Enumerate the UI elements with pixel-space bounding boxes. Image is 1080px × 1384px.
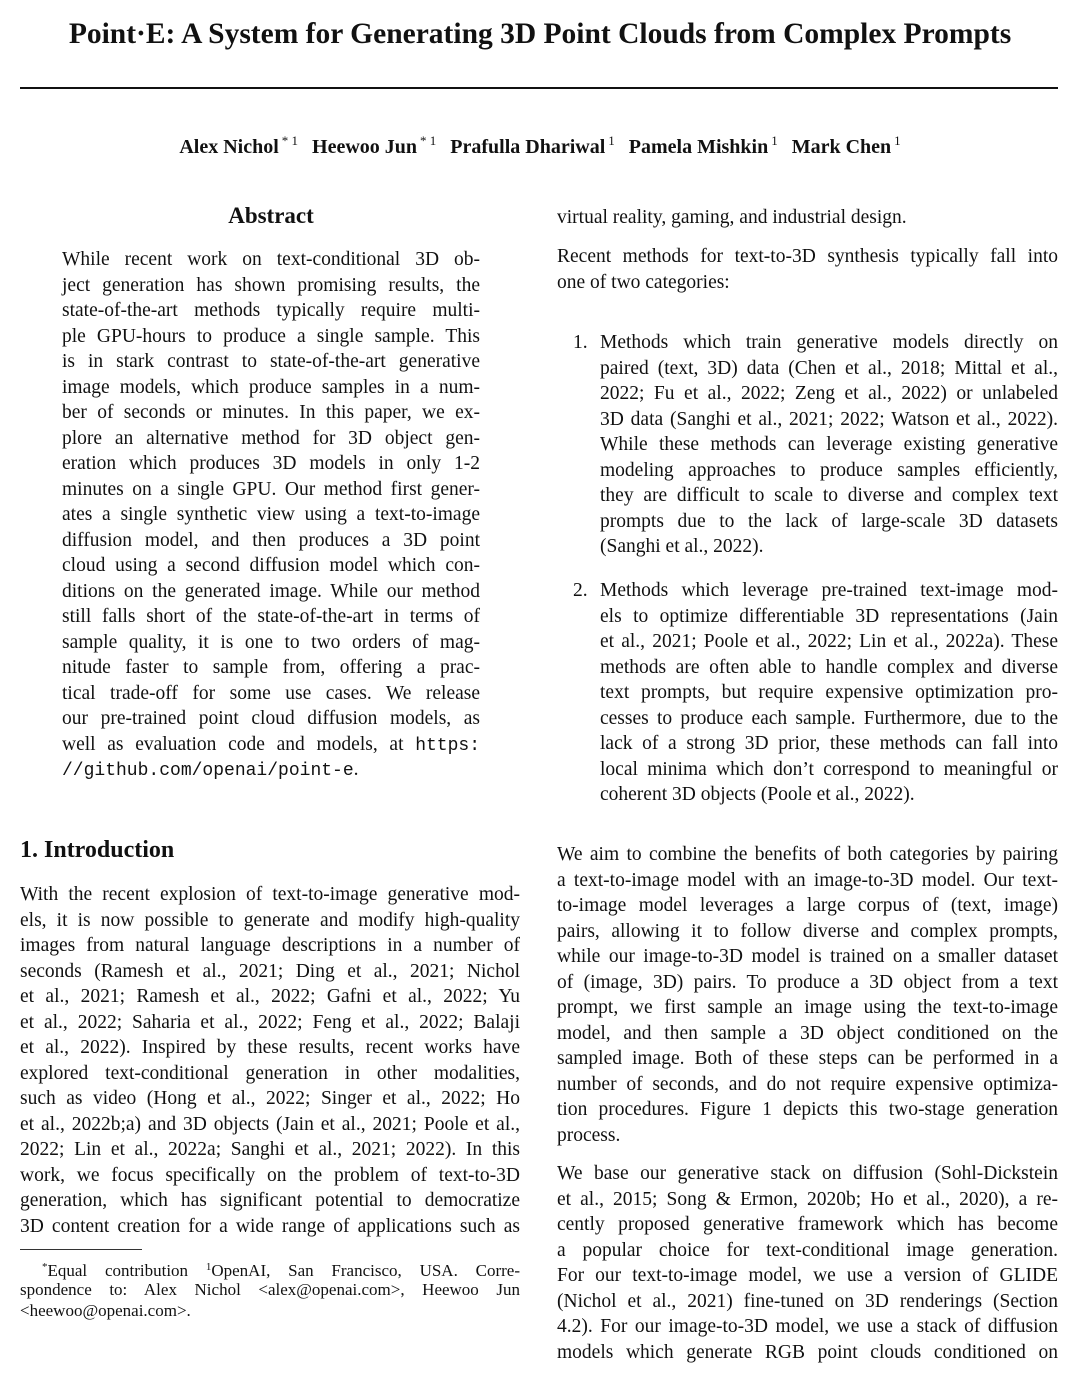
text-line: et al., 2022b;a) and 3D objects (Jain et al., 2021; Poole et al., <box>20 1113 520 1135</box>
author-affiliation-mark: * 1 <box>420 133 437 148</box>
footnote-line: spondence to: Alex Nichol <alex@openai.com>, Heewoo Jun <box>20 1279 520 1299</box>
text-line: (Nichol et al., 2021) fine-tuned on 3D renderings (Section <box>557 1290 1058 1312</box>
text-line: methods are often able to handle complex and diverse <box>600 656 1058 678</box>
text-line: cloud using a second diffusion model which con- <box>62 555 480 576</box>
text-line: while our image-to-3D model is trained on a smaller dataset <box>557 946 1058 967</box>
text-line: minutes on a single GPU. Our method first gener- <box>62 478 480 500</box>
author-affiliation-mark: 1 <box>608 133 615 148</box>
text-line: et al., 2021; Ramesh et al., 2022; Gafni et al., 2022; Yu <box>20 986 520 1007</box>
paper-title: Point·E: A System for Generating 3D Point Clouds from Complex Prompts <box>68 18 1012 50</box>
text-line: prompts due to the lack of large-scale 3D datasets <box>600 510 1058 532</box>
text-line: a popular choice for text-conditional image generation. <box>557 1239 1058 1261</box>
footnote-mark: 1 <box>205 1261 212 1273</box>
author <box>791 133 901 158</box>
text-line: seconds (Ramesh et al., 2021; Ding et al., 2021; Nichol <box>20 960 520 982</box>
text-line: ple GPU-hours to produce a single sample. This <box>62 325 480 347</box>
text-line: nitude faster to sample from, offering a prac- <box>62 657 480 678</box>
text-line: our pre-trained point cloud diffusion models, as <box>62 708 480 729</box>
text-line: Methods which train generative models directly on <box>600 332 1058 353</box>
intro-paragraph-2 <box>557 244 1058 295</box>
text-line: process. <box>557 1124 621 1146</box>
text-line: ditions on the generated image. While our method <box>62 580 480 602</box>
text-line: We base our generative stack on diffusion (Sohl-Dickstein <box>557 1163 1058 1184</box>
url-link: //github.com/openai/point-e <box>62 761 354 781</box>
intro-right-continuation <box>557 205 1058 231</box>
text-span: well as evaluation code and models, at <box>62 733 416 755</box>
text-line: a text-to-image model with an image-to-3D model. Our text- <box>557 869 1058 891</box>
text-line: tical trade-off for some use cases. We release <box>62 682 480 704</box>
abstract-body <box>62 247 480 783</box>
text-line: With the recent explosion of text-to-image generative mod- <box>20 884 520 905</box>
text-line: sample quality, it is one to two orders of mag- <box>62 631 480 653</box>
footnote-text: OpenAI, San Francisco, USA. Corre- <box>211 1261 520 1280</box>
text-line: paired (text, 3D) data (Chen et al., 2018; Mittal et al., <box>600 357 1058 379</box>
title-rule <box>20 87 1058 89</box>
text-line: modeling approaches to produce samples efficiently, <box>600 459 1058 481</box>
text-line: ber of seconds or minutes. In this paper, we ex- <box>62 402 480 423</box>
text-line: number of seconds, and do not require expensive optimiza- <box>557 1073 1058 1095</box>
abstract-heading: Abstract <box>228 203 314 228</box>
text-line <box>62 732 480 758</box>
text-line: 4.2). For our image-to-3D model, we use a stack of diffusion <box>557 1316 1058 1337</box>
author-name: Alex Nichol <box>179 136 279 158</box>
text-line: pairs, allowing it to follow diverse and complex prompts, <box>557 920 1058 942</box>
text-line: work, we focus specifically on the problem of text-to-3D <box>20 1164 520 1186</box>
text-line: such as video (Hong et al., 2022; Singer et al., 2022; Ho <box>20 1088 520 1109</box>
url-link: https: <box>415 735 480 756</box>
footnote-text: Equal contribution <box>47 1261 206 1280</box>
text-line: model, and then sample a 3D object conditioned on the <box>557 1022 1058 1044</box>
text-line: et al., 2015; Song & Ermon, 2020b; Ho et al., 2020), a re- <box>557 1188 1058 1210</box>
author-name: Mark Chen <box>791 136 892 158</box>
text-line: cently proposed generative framework which has become <box>557 1214 1058 1235</box>
text-line <box>62 757 480 783</box>
text-span: . <box>353 759 359 780</box>
text-line: they are difficult to scale to diverse and complex text <box>600 485 1058 506</box>
text-line: text prompts, but require expensive optimization pro- <box>600 682 1058 703</box>
author-list <box>0 133 1080 159</box>
text-line: els, it is now possible to generate and modify high-quality <box>20 909 520 931</box>
author-name: Pamela Mishkin <box>628 136 769 158</box>
text-line: For our text-to-image model, we use a version of GLIDE <box>557 1265 1058 1286</box>
text-line: eration which produces 3D models in only 1-2 <box>62 453 480 474</box>
text-line: 3D data (Sanghi et al., 2021; 2022; Watson et al., 2022). <box>600 408 1058 430</box>
author-name: Prafulla Dhariwal <box>450 136 606 158</box>
text-line: sampled image. Both of these steps can be performed in a <box>557 1048 1058 1069</box>
footnote-rule <box>20 1249 142 1250</box>
text-line: Methods which leverage pre-trained text-image mod- <box>600 580 1058 601</box>
text-line: tion procedures. Figure 1 depicts this two-stage generation <box>557 1099 1058 1120</box>
text-line: virtual reality, gaming, and industrial design. <box>557 207 907 228</box>
text-line: ates a single synthetic view using a text-to-image <box>62 504 480 525</box>
text-line: image models, which produce samples in a num- <box>62 376 480 398</box>
text-line: one of two categories: <box>557 271 730 293</box>
author-affiliation-mark: 1 <box>894 133 901 148</box>
text-line: local minima which don’t correspond to meaningful or <box>600 758 1058 780</box>
text-line: state-of-the-art methods typically require multi- <box>62 300 480 321</box>
text-line: lack of a strong 3D prior, these methods can fall into <box>600 733 1058 754</box>
footnote-mark: * <box>42 1261 48 1273</box>
footnote <box>20 1257 520 1322</box>
text-line: is in stark contrast to state-of-the-art generative <box>62 351 480 372</box>
text-line: plore an alternative method for 3D object gen- <box>62 427 480 449</box>
text-line: et al., 2022; Saharia et al., 2022; Feng et al., 2022; Balaji <box>20 1011 520 1033</box>
list-item-2 <box>573 578 1058 808</box>
text-line: coherent 3D objects (Poole et al., 2022). <box>600 784 915 805</box>
text-line: images from natural language descriptions in a number of <box>20 935 520 956</box>
intro-paragraph-4 <box>557 1161 1058 1365</box>
author <box>179 133 312 158</box>
intro-left-paragraph <box>20 882 520 1239</box>
list-number: 1. <box>573 332 588 353</box>
text-line: While recent work on text-conditional 3D ob- <box>62 249 480 270</box>
text-line: We aim to combine the benefits of both categories by pairing <box>557 844 1058 865</box>
text-line: explored text-conditional generation in other modalities, <box>20 1062 520 1084</box>
text-line: 3D content creation for a wide range of applications such as <box>20 1215 520 1237</box>
text-line: diffusion model, and then produces a 3D point <box>62 529 480 551</box>
text-line: 2022; Lin et al., 2022a; Sanghi et al., 2021; 2022). In this <box>20 1139 520 1160</box>
text-line: models which generate RGB point clouds conditioned on <box>557 1341 1058 1363</box>
footnote-line <box>20 1257 520 1279</box>
author-affiliation-mark: 1 <box>771 133 778 148</box>
text-line: et al., 2021; Poole et al., 2022; Lin et al., 2022a). These <box>600 631 1058 652</box>
author <box>628 133 792 158</box>
text-line: (Sanghi et al., 2022). <box>600 536 764 557</box>
author <box>312 133 450 158</box>
text-line: generation, which has significant potential to democratize <box>20 1190 520 1211</box>
text-line: 2022; Fu et al., 2022; Zeng et al., 2022) or unlabeled <box>600 383 1058 404</box>
text-line: cesses to produce each sample. Furthermore, due to the <box>600 707 1058 729</box>
text-line: Recent methods for text-to-3D synthesis typically fall into <box>557 246 1058 267</box>
list-item-1 <box>573 330 1058 560</box>
list-number: 2. <box>573 580 588 601</box>
author <box>450 133 629 158</box>
text-line: to-image model leverages a large corpus of (text, image) <box>557 895 1058 916</box>
text-line: still falls short of the state-of-the-art in terms of <box>62 606 480 627</box>
text-line: of (image, 3D) pairs. To produce a 3D object from a text <box>557 971 1058 993</box>
text-line: ject generation has shown promising results, the <box>62 274 480 296</box>
intro-paragraph-3 <box>557 842 1058 1148</box>
text-line: prompt, we first sample an image using the text-to-image <box>557 997 1058 1018</box>
author-name: Heewoo Jun <box>312 136 418 158</box>
author-affiliation-mark: * 1 <box>281 133 299 148</box>
text-line: els to optimize differentiable 3D representations (Jain <box>600 605 1058 627</box>
footnote-line: <heewoo@openai.com>. <box>20 1301 191 1320</box>
text-line: While these methods can leverage existing generative <box>600 434 1058 455</box>
introduction-heading: 1. Introduction <box>20 837 175 863</box>
text-line: et al., 2022). Inspired by these results, recent works have <box>20 1037 520 1058</box>
